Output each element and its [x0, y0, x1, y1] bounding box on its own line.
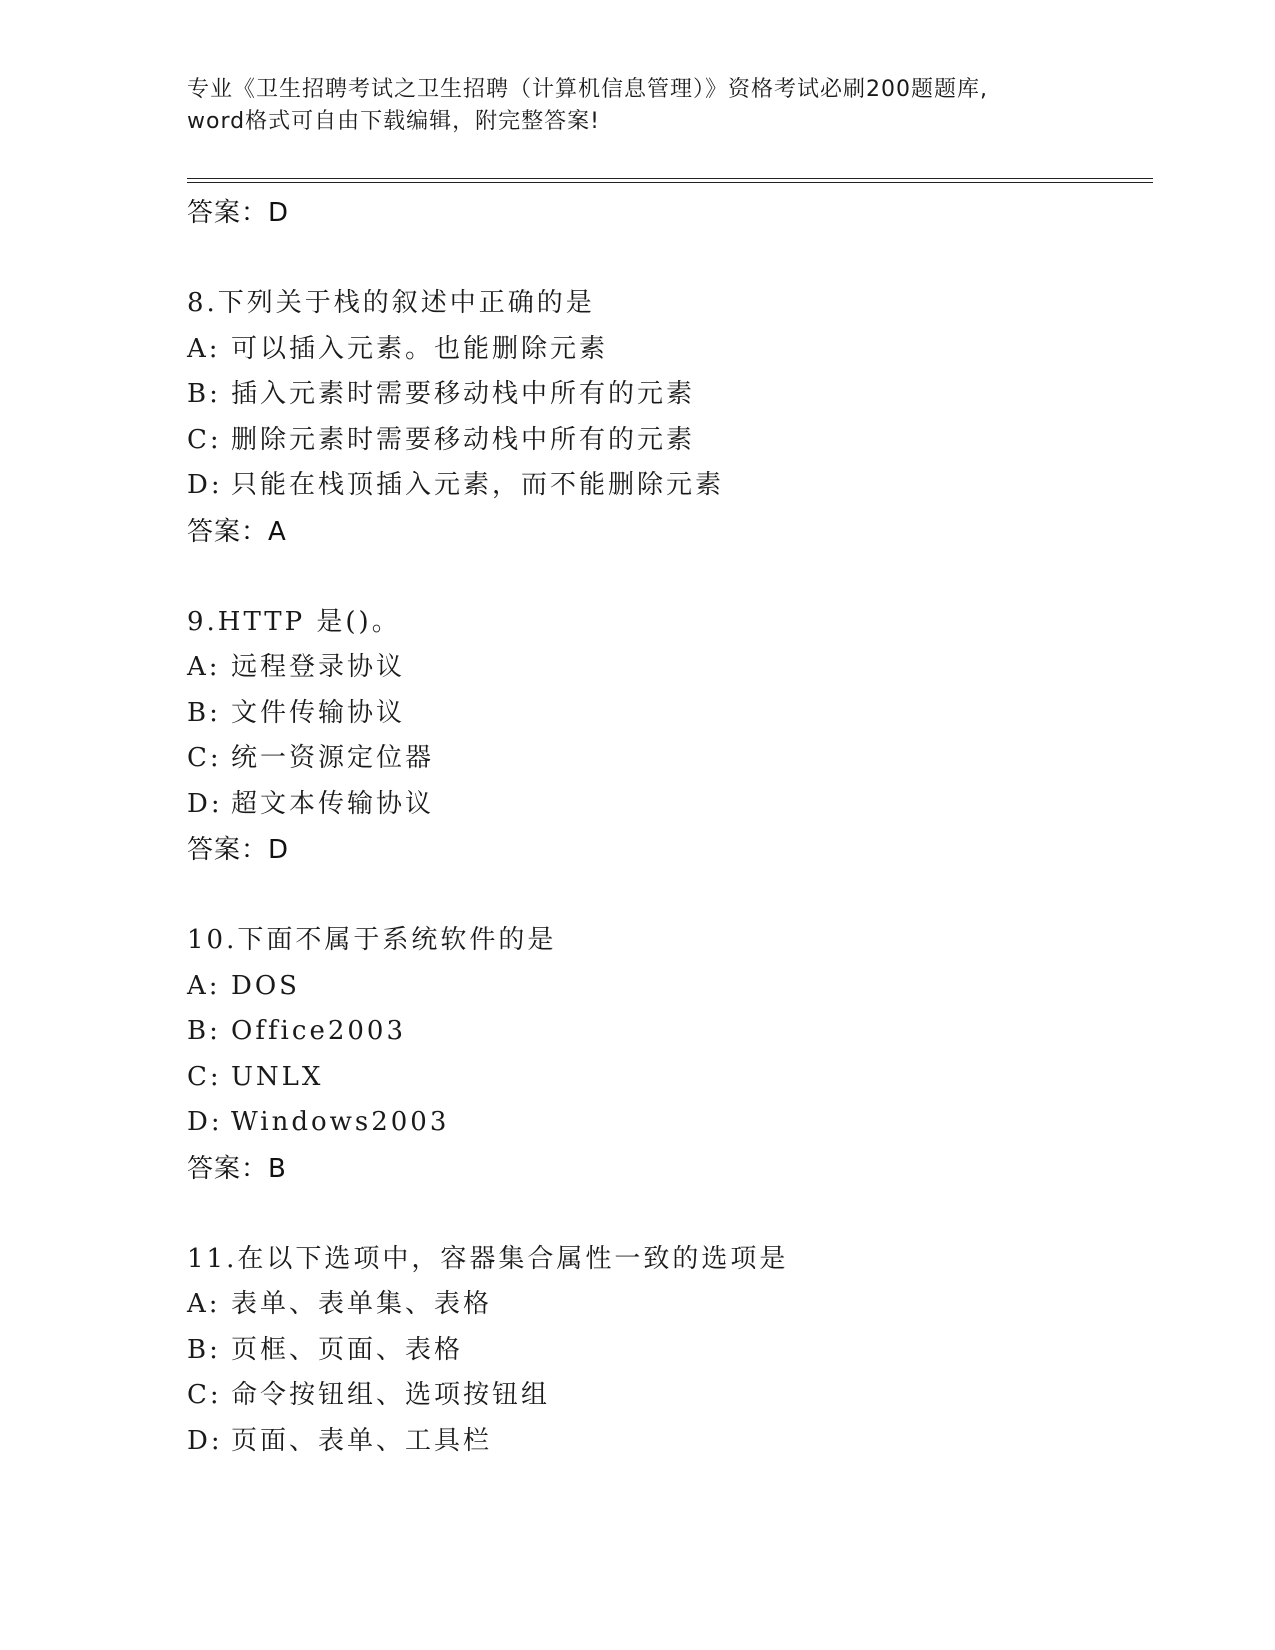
option-letter: A:: [187, 333, 221, 364]
header-divider: [187, 178, 1153, 183]
header-line-2: word格式可自由下载编辑，附完整答案!: [187, 109, 600, 134]
question-block: [187, 600, 1153, 874]
option-letter: D:: [187, 1107, 223, 1137]
question-text: 11.在以下选项中，容器集合属性一致的选项是: [187, 1243, 789, 1274]
option-letter: A:: [187, 652, 221, 682]
option-a: [187, 964, 1153, 1010]
question-text: 9.HTTP 是()。: [187, 606, 401, 637]
option-letter: C:: [187, 1380, 222, 1410]
option-c: [187, 418, 1153, 464]
option-c: [187, 1055, 1153, 1101]
option-a: [187, 645, 1153, 691]
option-b: [187, 691, 1153, 737]
answer-line: 答案：B: [187, 1153, 287, 1184]
option-letter: C:: [187, 743, 222, 773]
option-text: Office2003: [231, 1016, 406, 1046]
question-text: 8.下列关于栈的叙述中正确的是: [187, 288, 595, 318]
question-text: 10.下面不属于系统软件的是: [187, 925, 557, 955]
option-a: [187, 327, 1153, 373]
option-text: 远程登录协议: [231, 652, 406, 682]
option-b: [187, 1328, 1153, 1374]
question-block: [187, 918, 1153, 1192]
option-text: DOS: [231, 970, 300, 1001]
option-d: [187, 782, 1153, 828]
option-text: 页框、页面、表格: [231, 1334, 464, 1365]
option-text: 命令按钮组、选项按钮组: [231, 1380, 551, 1410]
option-text: 表单、表单集、表格: [231, 1289, 493, 1319]
answer-line: 答案：A: [187, 516, 287, 547]
option-d: [187, 1419, 1153, 1465]
option-letter: D:: [187, 1425, 223, 1456]
header-line-1: 专业《卫生招聘考试之卫生招聘（计算机信息管理）》资格考试必刷200题题库,: [187, 77, 988, 102]
option-c: [187, 1373, 1153, 1419]
option-text: 页面、表单、工具栏: [231, 1425, 493, 1456]
option-letter: B:: [187, 1334, 221, 1365]
option-letter: B:: [187, 379, 221, 409]
option-text: 插入元素时需要移动栈中所有的元素: [231, 379, 696, 409]
option-letter: C:: [187, 424, 222, 455]
option-letter: B:: [187, 1016, 221, 1046]
option-letter: D:: [187, 470, 223, 500]
option-letter: A:: [187, 1289, 221, 1319]
option-letter: A:: [187, 970, 221, 1001]
question-block: [187, 1237, 1153, 1465]
option-letter: B:: [187, 697, 221, 728]
question-list: [187, 190, 1153, 1464]
option-text: 可以插入元素。也能删除元素: [231, 333, 609, 364]
option-text: UNLX: [231, 1061, 324, 1092]
option-text: 只能在栈顶插入元素，而不能删除元素: [231, 470, 725, 500]
option-c: [187, 736, 1153, 782]
option-d: [187, 1100, 1153, 1146]
question-block: [187, 281, 1153, 555]
document-header: [187, 74, 1087, 138]
option-d: [187, 463, 1153, 509]
option-text: 删除元素时需要移动栈中所有的元素: [231, 424, 696, 455]
option-text: Windows2003: [231, 1107, 450, 1137]
option-text: 文件传输协议: [231, 697, 406, 728]
option-letter: C:: [187, 1061, 222, 1092]
option-a: [187, 1282, 1153, 1328]
option-b: [187, 1009, 1153, 1055]
option-b: [187, 372, 1153, 418]
answer-line: 答案：D: [187, 835, 290, 865]
answer-line: 答案：D: [187, 198, 290, 228]
option-letter: D:: [187, 788, 223, 819]
option-text: 统一资源定位器: [231, 743, 435, 773]
option-text: 超文本传输协议: [231, 788, 435, 819]
